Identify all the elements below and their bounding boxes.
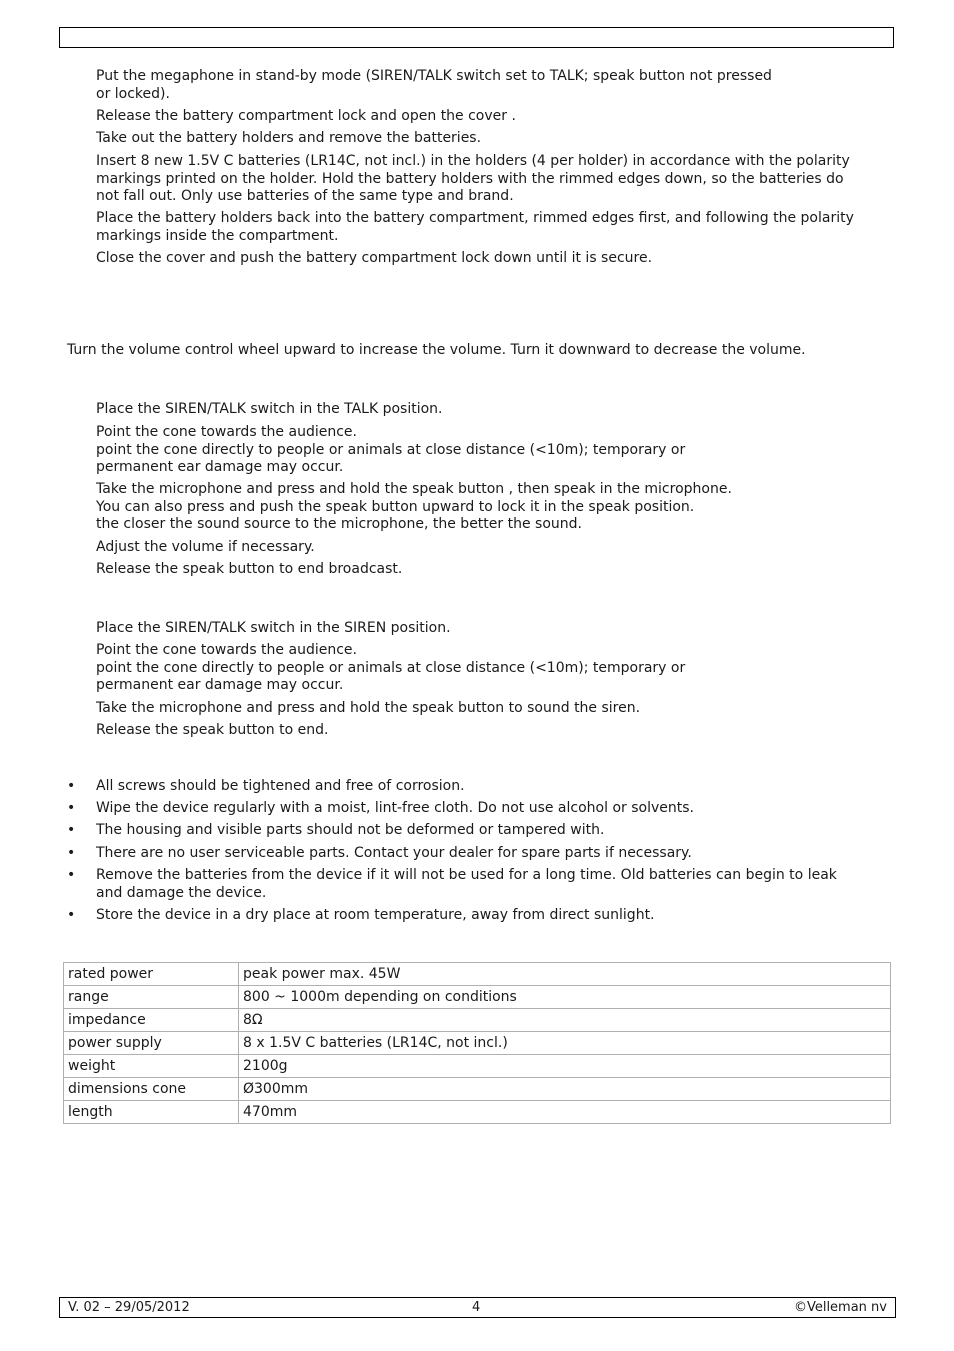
install-step-3: Take out the battery holders and remove the batteries. xyxy=(96,130,482,146)
talk-step-5: Release the speak button to end broadcast. xyxy=(96,561,403,577)
spec-value: 800 ~ 1000m depending on conditions xyxy=(239,986,891,1009)
talk-step-4: Adjust the volume if necessary. xyxy=(96,539,315,555)
footer-version: V. 02 – 29/05/2012 xyxy=(68,1300,190,1315)
spec-value: peak power max. 45W xyxy=(239,963,891,986)
siren-step-1: Place the SIREN/TALK switch in the SIREN position. xyxy=(96,620,451,636)
bullet-marker: • xyxy=(67,867,76,883)
maintenance-item-4: There are no user serviceable parts. Contact your dealer for spare parts if necessary. xyxy=(96,845,692,861)
volume-text: Turn the volume control wheel upward to increase the volume. Turn it downward to decrease the volume. xyxy=(67,342,806,358)
bullet-marker: • xyxy=(67,778,76,794)
talk-step-1: Place the SIREN/TALK switch in the TALK position. xyxy=(96,401,443,417)
header-box xyxy=(59,27,894,48)
install-step-1: Put the megaphone in stand-by mode (SIREN/TALK switch set to TALK; speak button not pressed or locked). xyxy=(96,68,772,102)
spec-value: 8Ω xyxy=(239,1009,891,1032)
footer-page-number: 4 xyxy=(472,1300,481,1315)
page-footer xyxy=(59,1297,896,1318)
maintenance-item-3: The housing and visible parts should not be deformed or tampered with. xyxy=(96,822,605,838)
siren-step-4: Release the speak button to end. xyxy=(96,722,329,738)
specifications-table xyxy=(63,962,891,1124)
spec-value: 2100g xyxy=(239,1055,891,1078)
install-step-2: Release the battery compartment lock and open the cover . xyxy=(96,108,516,124)
spec-label: length xyxy=(64,1101,239,1124)
table-row xyxy=(64,1078,891,1101)
talk-step-3: Take the microphone and press and hold the speak button , then speak in the microphone. You can also press and push the speak button upward to lock it in the speak position. the closer the sound source to the microphone, the better the sound. xyxy=(96,481,732,532)
maintenance-item-1: All screws should be tightened and free of corrosion. xyxy=(96,778,465,794)
siren-step-2: Point the cone towards the audience. point the cone directly to people or animals at close distance (<10m); temporary or permanent ear damage may occur. xyxy=(96,642,686,693)
talk-step-2: Point the cone towards the audience. point the cone directly to people or animals at close distance (<10m); temporary or permanent ear damage may occur. xyxy=(96,424,686,475)
bullet-marker: • xyxy=(67,845,76,861)
maintenance-item-2: Wipe the device regularly with a moist, lint-free cloth. Do not use alcohol or solvents. xyxy=(96,800,694,816)
spec-label: weight xyxy=(64,1055,239,1078)
spec-label: power supply xyxy=(64,1032,239,1055)
install-step-6: Close the cover and push the battery compartment lock down until it is secure. xyxy=(96,250,653,266)
spec-label: impedance xyxy=(64,1009,239,1032)
spec-value: 470mm xyxy=(239,1101,891,1124)
spec-label: range xyxy=(64,986,239,1009)
bullet-marker: • xyxy=(67,907,76,923)
table-row xyxy=(64,986,891,1009)
spec-label: rated power xyxy=(64,963,239,986)
bullet-marker: • xyxy=(67,800,76,816)
bullet-marker: • xyxy=(67,822,76,838)
spec-label: dimensions cone xyxy=(64,1078,239,1101)
install-step-5: Place the battery holders back into the battery compartment, rimmed edges first, and following the polarity markings inside the compartment. xyxy=(96,210,854,244)
maintenance-item-5: Remove the batteries from the device if it will not be used for a long time. Old batteries can begin to leak and damage the device. xyxy=(96,867,837,901)
spec-value: 8 x 1.5V C batteries (LR14C, not incl.) xyxy=(239,1032,891,1055)
table-row xyxy=(64,1009,891,1032)
table-row xyxy=(64,1032,891,1055)
table-row xyxy=(64,963,891,986)
table-row xyxy=(64,1101,891,1124)
maintenance-item-6: Store the device in a dry place at room temperature, away from direct sunlight. xyxy=(96,907,655,923)
table-row xyxy=(64,1055,891,1078)
install-step-4: Insert 8 new 1.5V C batteries (LR14C, not incl.) in the holders (4 per holder) in accordance with the polarity markings printed on the holder. Hold the battery holders with the rimmed edges down, so the batteries do not fall out. Only use batteries of the same type and brand. xyxy=(96,153,850,204)
siren-step-3: Take the microphone and press and hold the speak button to sound the siren. xyxy=(96,700,641,716)
spec-value: Ø300mm xyxy=(239,1078,891,1101)
footer-copyright: ©Velleman nv xyxy=(793,1300,887,1315)
